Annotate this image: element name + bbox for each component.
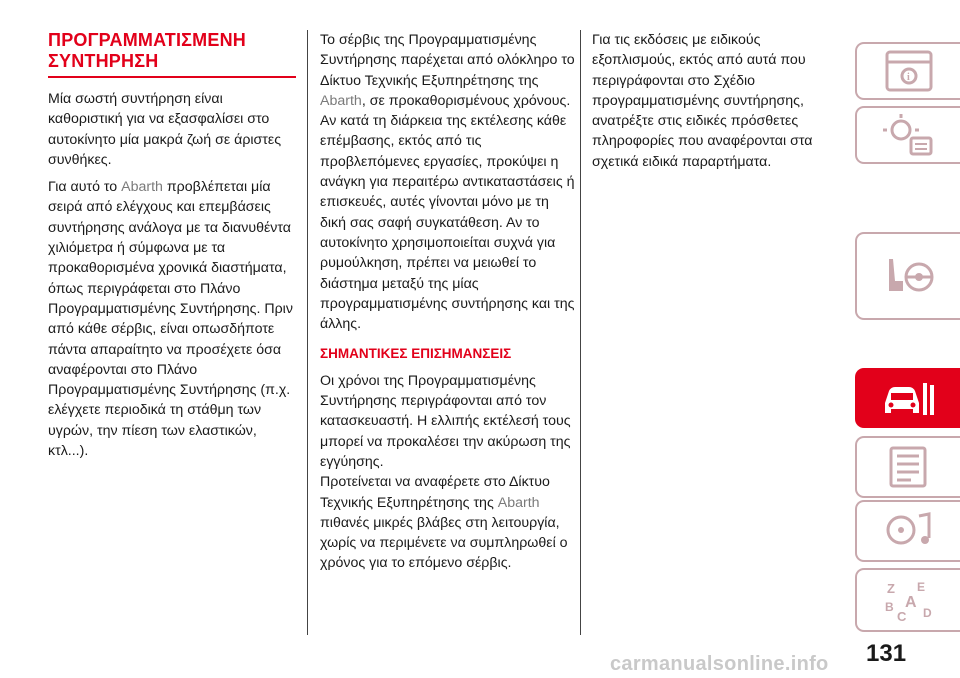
technical-data-icon — [881, 444, 937, 490]
section-title: ΠΡΟΓΡΑΜΜΑΤΙΣΜΕΝΗ ΣΥΝΤΗΡΗΣΗ — [48, 30, 246, 71]
seat-steering-icon — [881, 253, 937, 299]
svg-text:A: A — [904, 594, 917, 611]
brand-name: Abarth — [497, 494, 540, 511]
alphabetical-index-icon — [881, 577, 937, 623]
page-number: 131 — [866, 640, 907, 667]
chapter-tabs — [855, 0, 960, 678]
car-maintenance-icon — [881, 375, 937, 421]
text-run: προβλέπεται μία σειρά από ελέγχους και επεμβάσεις συντήρησης ανάλογα με τα διανυθέντα χιλιόμετρα ή σύμφωνα με τα προκαθορισμένα χρονικά διαστήματα, όπως περιγράφεται στο Πλάνο Προγραμματισμένης Συντήρησης. Πριν από κάθε σέρβις, είναι οπωσδήποτε πάντα απαραίτητο να προσέχετε όσα αναφέρονται στο Πλάνο Προγραμματισμένης Συντήρησης (π.χ. ελέγχετε περιοδικά τη στάθμη των υγρών, την πίεση των ελαστικών, κτλ...). — [48, 179, 293, 460]
tab-technical-data[interactable] — [855, 436, 960, 498]
column-divider — [307, 30, 308, 635]
warning-lights-icon — [881, 112, 937, 158]
text-run: Προτείνεται να αναφέρετε στο Δίκτυο Τεχνικής Εξυπηρέτησης της — [320, 474, 550, 511]
intro-paragraph: Μία σωστή συντήρηση είναι καθοριστική για να εξασφαλίσει στο αυτοκίνητο μία μακρά ζωή σε άριστες συνθήκες. — [48, 91, 282, 168]
special-versions-paragraph: Για τις εκδόσεις με ειδικούς εξοπλισμούς, εκτός από αυτά που περιγράφονται στο Σχέδιο προγραμματισμένης συντήρησης, ανατρέξτε στις ειδικές πρόσθετες πληροφορίες που αναφέρονται στα σχετικά ειδικά παραρτήματα. — [592, 32, 813, 170]
svg-text:Z: Z — [886, 581, 895, 596]
column-3 — [592, 30, 842, 179]
dashboard-info-icon — [881, 48, 937, 94]
multimedia-icon — [881, 508, 937, 554]
tab-maintenance[interactable] — [855, 368, 960, 428]
report-faults-note — [320, 472, 575, 573]
column-2 — [320, 30, 575, 581]
tab-safety-driving[interactable] — [855, 232, 960, 320]
warranty-note: Οι χρόνοι της Προγραμματισμένης Συντήρησης περιγράφονται από τον κατασκευαστή. Η ελλιπής εκτέλεσή τους μπορεί να προκαλέσει την ακύρωση της εγγύησης. — [320, 372, 571, 470]
schedule-paragraph — [48, 177, 296, 461]
svg-text:D: D — [922, 606, 932, 620]
title-underline — [48, 76, 296, 78]
watermark: carmanualsonline.info — [610, 653, 829, 675]
service-network-paragraph — [320, 30, 575, 334]
important-notes-heading: ΣΗΜΑΝΤΙΚΕΣ ΕΠΙΣΗΜΑΝΣΕΙΣ — [320, 346, 512, 362]
text-run: πιθανές μικρές βλάβες στη λειτουργία, χωρίς να περιμένετε να συμπληρωθεί ο χρόνος για το επόμενο σέρβις. — [320, 514, 568, 572]
text-run: , σε προκαθορισμένους χρόνους. Αν κατά τη διάρκεια της εκτέλεσης κάθε επέμβασης, εκτός από τις προβλεπόμενες εργασίες, προκύψει η ανάγκη για περαιτέρω αντικαταστάσεις ή επισκευές, αυτές γίνονται μόνο με τη δική σας σαφή συγκατάθεση. Αν το αυτοκίνητο χρησιμοποιείται συχνά για ρυμούλκηση, πρέπει να μειωθεί το διάστημα μεταξύ της μίας προγραμματισμένης συντήρησης και της άλλης. — [320, 92, 575, 333]
svg-text:B: B — [884, 600, 894, 614]
tab-warning-lights[interactable] — [855, 106, 960, 164]
tab-dashboard[interactable] — [855, 42, 960, 100]
svg-text:C: C — [896, 609, 906, 623]
brand-name: Abarth — [121, 179, 163, 196]
svg-text:E: E — [916, 580, 925, 594]
text-run: Το σέρβις της Προγραμματισμένης Συντήρησης παρέχεται από ολόκληρο το Δίκτυο Τεχνικής Εξυπηρέτησης της — [320, 32, 575, 89]
tab-index[interactable] — [855, 568, 960, 632]
column-divider — [580, 30, 581, 635]
tab-multimedia[interactable] — [855, 500, 960, 562]
svg-text:i: i — [906, 72, 910, 83]
text-run: Για αυτό το — [48, 179, 122, 196]
brand-name: Abarth — [320, 92, 362, 109]
column-1 — [48, 30, 296, 468]
